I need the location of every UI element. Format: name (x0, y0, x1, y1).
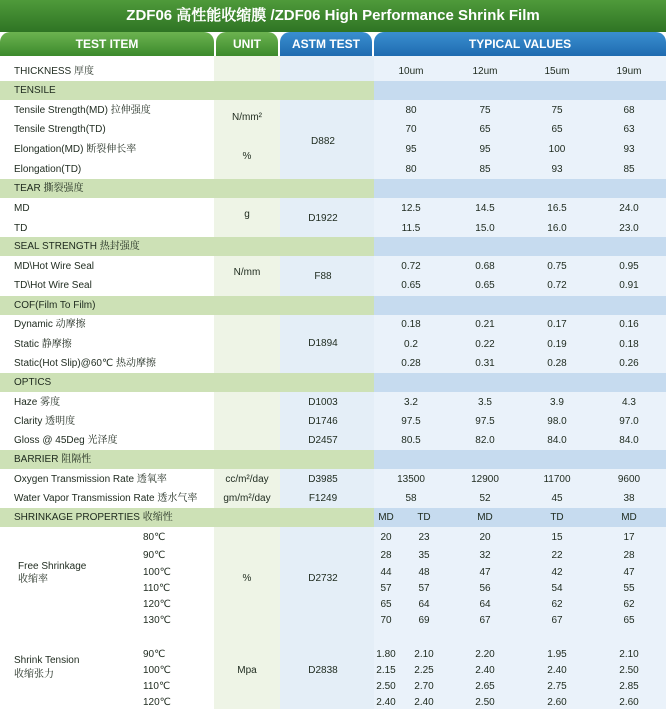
optics-value: 82.0 (475, 435, 495, 446)
tension-value: 2.50 (619, 665, 639, 676)
free-shrink-value: 64 (479, 599, 491, 610)
section-seal: SEAL STRENGTH 热封强度 (14, 241, 140, 252)
free-shrink-value: 20 (479, 532, 491, 543)
free-shrink-value: 56 (479, 583, 491, 594)
free-shrink-value: 42 (551, 567, 563, 578)
tensile-value: 80 (405, 105, 417, 116)
thickness-value: 15um (544, 66, 570, 77)
cof-row-label: Dynamic 动摩擦 (14, 319, 86, 330)
optics-value: 4.3 (622, 397, 636, 408)
free-shrink-astm: D2732 (308, 573, 338, 584)
section-tear: TEAR 撕裂强度 (14, 183, 84, 194)
tension-temp: 120℃ (143, 697, 171, 708)
unit-elongation: % (242, 151, 252, 162)
cof-value: 0.19 (547, 339, 567, 350)
barrier-astm: D3985 (308, 474, 338, 485)
header-astm-test: ASTM TEST (280, 32, 372, 56)
seal-row-label: MD\Hot Wire Seal (14, 261, 95, 272)
free-temp: 100℃ (143, 567, 171, 578)
seal-value: 0.65 (401, 280, 421, 291)
shrink-dir-header: TD (550, 512, 564, 523)
free-shrink-label: Free Shrinkage (18, 561, 87, 572)
tension-temp: 110℃ (143, 681, 171, 692)
barrier-value: 11700 (543, 474, 571, 485)
tensile-value: 63 (623, 124, 635, 135)
free-shrink-value: 64 (418, 599, 430, 610)
tension-label-cn: 收缩张力 (14, 669, 54, 680)
thickness-value: 12um (472, 66, 498, 77)
section-seal-band-values (374, 237, 666, 256)
optics-value: 3.2 (404, 397, 418, 408)
free-shrink-value: 35 (418, 550, 430, 561)
tension-value: 2.65 (475, 681, 495, 692)
seal-unit: N/mm (233, 267, 261, 278)
tear-row-label: MD (14, 203, 30, 214)
optics-astm: D2457 (308, 435, 338, 446)
tension-label: Shrink Tension (14, 655, 80, 666)
section-barrier-band-values (374, 450, 666, 469)
tensile-value: 75 (551, 105, 563, 116)
barrier-value: 58 (405, 493, 417, 504)
barrier-value: 52 (479, 493, 491, 504)
section-optics: OPTICS (14, 377, 52, 388)
free-shrink-value: 67 (551, 615, 563, 626)
section-shrinkage: SHRINKAGE PROPERTIES 收缩性 (14, 512, 173, 523)
cof-value: 0.2 (404, 339, 418, 350)
free-shrink-value: 47 (479, 567, 491, 578)
tension-value: 1.80 (376, 649, 396, 660)
cof-value: 0.21 (475, 319, 495, 330)
free-temp: 110℃ (143, 583, 171, 594)
cof-value: 0.28 (401, 358, 421, 369)
free-shrink-value: 65 (623, 615, 635, 626)
section-cof: COF(Film To Film) (14, 300, 96, 311)
tensile-value: 75 (479, 105, 491, 116)
optics-row-label: Haze 雾度 (14, 397, 61, 408)
unit-strength: N/mm² (232, 112, 262, 123)
seal-value: 0.72 (547, 280, 567, 291)
free-shrink-value: 67 (479, 615, 491, 626)
optics-value: 84.0 (619, 435, 639, 446)
tension-value: 2.40 (376, 697, 396, 708)
shrink-dir-header: TD (417, 512, 431, 523)
section-optics-band-values (374, 373, 666, 392)
shrink-dir-header: MD (378, 512, 394, 523)
tear-value: 16.5 (547, 203, 567, 214)
tension-value: 2.10 (414, 649, 434, 660)
free-shrink-value: 62 (551, 599, 563, 610)
free-shrink-value: 23 (418, 532, 430, 543)
barrier-value: 13500 (397, 474, 425, 485)
section-tear-band-values (374, 179, 666, 198)
shrink-dir-header: MD (477, 512, 493, 523)
barrier-row-label: Water Vapor Transmission Rate 透水气率 (14, 493, 198, 504)
free-shrink-value: 47 (623, 567, 635, 578)
tension-value: 2.40 (547, 665, 567, 676)
seal-value: 0.72 (401, 261, 421, 272)
tension-temp: 90℃ (143, 649, 166, 660)
tension-value: 2.25 (414, 665, 434, 676)
seal-value: 0.75 (547, 261, 567, 272)
tear-row-label: TD (14, 223, 28, 234)
tension-value: 2.40 (475, 665, 495, 676)
thickness-value: 19um (616, 66, 642, 77)
free-temp: 80℃ (143, 532, 166, 543)
seal-value: 0.91 (619, 280, 639, 291)
tensile-row-label: Elongation(MD) 断裂伸长率 (14, 144, 137, 155)
tear-value: 16.0 (547, 223, 567, 234)
cof-value: 0.17 (547, 319, 567, 330)
tensile-value: 95 (479, 144, 491, 155)
tensile-value: 80 (405, 164, 417, 175)
tear-value: 14.5 (475, 203, 495, 214)
tension-astm: D2838 (308, 665, 338, 676)
tensile-row-label: Tensile Strength(MD) 拉伸强度 (14, 105, 151, 116)
tear-value: 11.5 (401, 223, 421, 234)
tear-value: 15.0 (475, 223, 495, 234)
thickness-label: THICKNESS 厚度 (14, 66, 95, 77)
barrier-value: 38 (623, 493, 635, 504)
barrier-astm: F1249 (308, 493, 338, 504)
free-shrink-value: 57 (380, 583, 392, 594)
cof-value: 0.16 (619, 319, 639, 330)
free-shrink-value: 57 (418, 583, 430, 594)
barrier-value: 45 (551, 493, 563, 504)
tension-value: 2.50 (475, 697, 495, 708)
optics-value: 98.0 (547, 416, 567, 427)
barrier-unit: cc/m²/day (225, 474, 269, 485)
free-shrink-value: 44 (380, 567, 392, 578)
header-test-item: TEST ITEM (0, 32, 214, 56)
free-shrink-label-cn: 收缩率 (18, 574, 48, 585)
tensile-value: 85 (479, 164, 491, 175)
tension-value: 2.60 (547, 697, 567, 708)
cof-value: 0.28 (547, 358, 567, 369)
sheet-title: ZDF06 高性能收缩膜 /ZDF06 High Performance Shrink Film (0, 0, 666, 32)
tear-value: 12.5 (401, 203, 421, 214)
header-typical-values: TYPICAL VALUES (374, 32, 666, 56)
tension-value: 2.70 (414, 681, 434, 692)
free-shrink-value: 22 (551, 550, 563, 561)
free-shrink-value: 17 (623, 532, 635, 543)
section-tensile: TENSILE (14, 85, 56, 96)
tension-value: 2.60 (619, 697, 639, 708)
free-shrink-value: 55 (623, 583, 635, 594)
cof-value: 0.18 (619, 339, 639, 350)
seal-value: 0.68 (475, 261, 495, 272)
barrier-value: 12900 (471, 474, 499, 485)
tension-value: 2.15 (376, 665, 396, 676)
tension-value: 2.40 (414, 697, 434, 708)
tensile-value: 68 (623, 105, 635, 116)
free-shrink-value: 69 (418, 615, 430, 626)
free-temp: 130℃ (143, 615, 171, 626)
optics-value: 97.0 (619, 416, 639, 427)
tensile-row-label: Tensile Strength(TD) (14, 124, 106, 135)
header-unit: UNIT (216, 32, 278, 56)
cof-value: 0.22 (475, 339, 495, 350)
optics-row-label: Clarity 透明度 (14, 416, 76, 427)
section-barrier: BARRIER 阻隔性 (14, 454, 92, 465)
seal-row-label: TD\Hot Wire Seal (14, 280, 92, 291)
free-temp: 120℃ (143, 599, 171, 610)
tear-unit: g (244, 209, 250, 220)
tensile-value: 93 (623, 144, 635, 155)
free-temp: 90℃ (143, 550, 166, 561)
optics-value: 3.5 (478, 397, 492, 408)
optics-value: 97.5 (475, 416, 495, 427)
astm-d882: D882 (311, 136, 335, 147)
free-shrink-value: 28 (623, 550, 635, 561)
optics-astm: D1746 (308, 416, 338, 427)
optics-value: 84.0 (547, 435, 567, 446)
free-shrink-value: 28 (380, 550, 392, 561)
tension-value: 1.95 (547, 649, 567, 660)
tension-value: 2.85 (619, 681, 639, 692)
free-shrink-unit: % (242, 573, 252, 584)
tensile-value: 95 (405, 144, 417, 155)
tension-value: 2.10 (619, 649, 639, 660)
tensile-value: 65 (551, 124, 563, 135)
section-cof-band-values (374, 296, 666, 315)
free-shrink-value: 15 (551, 532, 563, 543)
tension-value: 2.50 (376, 681, 396, 692)
tear-astm: D1922 (308, 213, 338, 224)
tensile-value: 93 (551, 164, 563, 175)
free-shrink-value: 20 (380, 532, 392, 543)
tension-temp: 100℃ (143, 665, 171, 676)
free-shrink-value: 65 (380, 599, 392, 610)
seal-value: 0.65 (475, 280, 495, 291)
tear-value: 24.0 (619, 203, 639, 214)
cof-row-label: Static(Hot Slip)@60℃ 热动摩擦 (14, 358, 156, 369)
free-shrink-value: 32 (479, 550, 491, 561)
optics-row-label: Gloss @ 45Deg 光泽度 (14, 435, 118, 446)
free-shrink-value: 54 (551, 583, 563, 594)
tear-value: 23.0 (619, 223, 639, 234)
cof-value: 0.18 (401, 319, 421, 330)
tension-unit: Mpa (237, 665, 257, 676)
barrier-row-label: Oxygen Transmission Rate 透氧率 (14, 474, 167, 485)
barrier-unit: gm/m²/day (223, 493, 271, 504)
tensile-row-label: Elongation(TD) (14, 164, 82, 175)
barrier-value: 9600 (617, 474, 641, 485)
cof-value: 0.26 (619, 358, 639, 369)
free-shrink-value: 48 (418, 567, 430, 578)
seal-value: 0.95 (619, 261, 639, 272)
tensile-value: 70 (405, 124, 417, 135)
free-shrink-value: 70 (380, 615, 392, 626)
tension-value: 2.75 (547, 681, 567, 692)
optics-value: 80.5 (401, 435, 421, 446)
section-tensile-band-values (374, 81, 666, 100)
optics-astm: D1003 (308, 397, 338, 408)
cof-row-label: Static 静摩擦 (14, 339, 72, 350)
tensile-value: 85 (623, 164, 635, 175)
tension-value: 2.20 (475, 649, 495, 660)
free-shrink-value: 62 (623, 599, 635, 610)
thickness-value: 10um (398, 66, 424, 77)
optics-value: 97.5 (401, 416, 421, 427)
tensile-value: 100 (548, 144, 566, 155)
cof-astm: D1894 (308, 338, 338, 349)
seal-astm: F88 (314, 271, 332, 282)
shrink-dir-header: MD (621, 512, 637, 523)
cof-value: 0.31 (475, 358, 495, 369)
optics-value: 3.9 (550, 397, 564, 408)
tensile-value: 65 (479, 124, 491, 135)
